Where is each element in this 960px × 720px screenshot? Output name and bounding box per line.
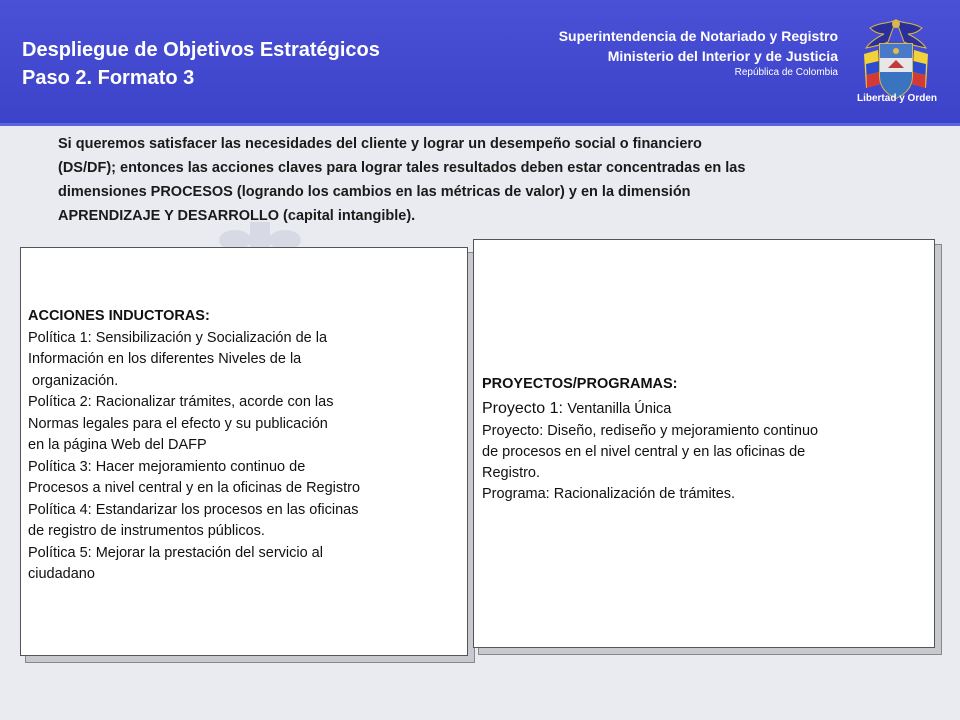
seal-motto: Libertad y Orden [856, 93, 937, 104]
proyecto-line: Registro. [482, 465, 541, 481]
intro-line: Si queremos satisfacer las necesidades del cliente y lograr un desempeño social o financiero [58, 136, 702, 152]
acciones-heading: ACCIONES INDUCTORAS: [28, 308, 210, 324]
politica-line: en la página Web del DAFP [28, 437, 207, 453]
watermark-seal-icon [190, 212, 330, 252]
politica-line: Política 2: Racionalizar trámites, acorde con las [28, 394, 334, 410]
politica-line: ciudadano [28, 566, 95, 582]
org-name: Superintendencia de Notariado y Registro [558, 28, 838, 44]
politica-line: Normas legales para el efecto y su publicación [28, 415, 328, 432]
politica-line: Política 5: Mejorar la prestación del servicio al [28, 544, 323, 561]
proyecto-line: de procesos en el nivel central y en las oficinas de [482, 444, 806, 460]
title-line-2: Paso 2. Formato 3 [22, 67, 195, 89]
proyectos-heading: PROYECTOS/PROGRAMAS: [482, 376, 678, 392]
proyectos-programas-panel [473, 239, 935, 648]
acciones-inductoras-text [28, 306, 464, 586]
politica-line: Política 3: Hacer mejoramiento continuo de [28, 458, 306, 475]
organization-block [559, 26, 838, 80]
page-title [22, 36, 380, 92]
header-banner [0, 0, 960, 126]
intro-line: APRENDIZAJE Y DESARROLLO (capital intangible). [58, 208, 416, 224]
ministry-name: Ministerio del Interior y de Justicia [607, 48, 838, 64]
acciones-inductoras-panel [20, 247, 468, 656]
proyecto-line: Programa: Racionalización de trámites. [482, 486, 736, 502]
politica-line: Información en los diferentes Niveles de la [28, 351, 302, 367]
country-name: República de Colombia [734, 67, 838, 78]
intro-line: dimensiones PROCESOS (logrando los cambios en las métricas de valor) y en la dimensión [58, 184, 691, 200]
proyecto-1-label: Proyecto 1: [482, 400, 568, 417]
politica-line: Política 4: Estandarizar los procesos en las oficinas [28, 501, 359, 518]
proyectos-programas-text [482, 374, 930, 505]
proyecto-1-line [482, 397, 930, 421]
title-line-1: Despliegue de Objetivos Estratégicos [22, 39, 380, 61]
politica-line: Procesos a nivel central y en la oficinas de Registro [28, 480, 361, 496]
politica-line: Política 1: Sensibilización y Socialización de la [28, 329, 328, 346]
intro-line: (DS/DF); entonces las acciones claves para lograr tales resultados deben estar concentradas en las [58, 160, 746, 176]
politica-line: organización. [28, 372, 119, 389]
proyecto-line: Proyecto: Diseño, rediseño y mejoramiento continuo [482, 423, 819, 439]
proyecto-1-name: Ventanilla Única [567, 401, 672, 417]
politica-line: de registro de instrumentos públicos. [28, 523, 265, 539]
